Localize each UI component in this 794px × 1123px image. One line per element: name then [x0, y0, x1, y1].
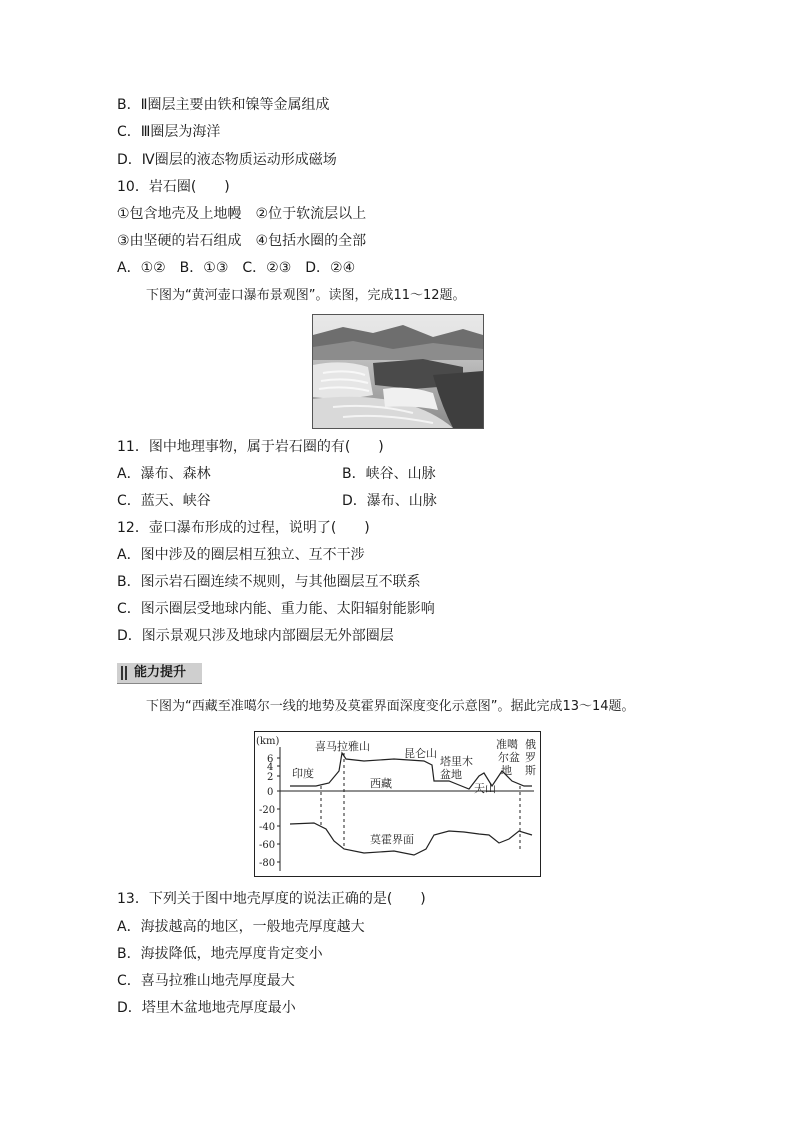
q13-option-c: C．喜马拉雅山地壳厚度最大	[117, 973, 295, 989]
q10-stem: 10．岩石圈( )	[117, 179, 230, 195]
q9-option-d: D．Ⅳ圈层的液态物质运动形成磁场	[117, 152, 337, 168]
q12-option-b: B．图示岩石圈连续不规则，与其他圈层互不联系	[117, 574, 421, 590]
label-junggar-2: 尔盆	[498, 751, 520, 764]
intro-waterfall: 下图为“黄河壶口瀑布景观图”。读图，完成11～12题。	[146, 288, 466, 303]
label-moho: 莫霍界面	[370, 833, 414, 846]
q12-stem: 12．壶口瀑布形成的过程，说明了( )	[117, 520, 370, 536]
label-tianshan: 天山	[474, 782, 496, 795]
label-junggar-3: 地	[501, 764, 512, 777]
y-tick: -20	[259, 805, 276, 816]
y-tick: 2	[267, 772, 274, 783]
q13-option-b: B．海拔降低，地壳厚度肯定变小	[117, 946, 323, 962]
q11-option-d: D．瀑布、山脉	[342, 493, 437, 509]
moho-profile-diagram	[254, 731, 541, 877]
y-tick: -40	[259, 822, 276, 833]
label-junggar-1: 准噶	[496, 738, 518, 751]
q12-option-d: D．图示景观只涉及地球内部圈层无外部圈层	[117, 628, 394, 644]
intro-moho: 下图为“西藏至准噶尔一线的地势及莫霍界面深度变化示意图”。据此完成13～14题。	[146, 699, 635, 714]
q9-option-b: B．Ⅱ圈层主要由铁和镍等金属组成	[117, 97, 330, 113]
heading-mark-icon	[125, 666, 127, 680]
q12-option-a: A．图中涉及的圈层相互独立、互不干涉	[117, 547, 365, 563]
y-tick: 0	[267, 787, 274, 798]
section-heading	[117, 663, 202, 684]
y-tick: -60	[259, 840, 276, 851]
q9-option-c: C．Ⅲ圈层为海洋	[117, 124, 221, 140]
q13-stem: 13．下列关于图中地壳厚度的说法正确的是( )	[117, 891, 426, 907]
q10-statements-1: ①包含地壳及上地幔 ②位于软流层以上	[117, 206, 367, 222]
q10-statements-2: ③由坚硬的岩石组成 ④包括水圈的全部	[117, 233, 367, 249]
heading-mark-icon	[121, 666, 123, 680]
y-tick: 6	[267, 754, 274, 765]
label-tibet: 西藏	[370, 777, 392, 790]
q12-option-c: C．图示圈层受地球内能、重力能、太阳辐射能影响	[117, 601, 435, 617]
label-tarim-2: 盆地	[440, 768, 462, 781]
y-axis-unit: (km)	[256, 736, 280, 747]
q13-option-d: D．塔里木盆地地壳厚度最小	[117, 1000, 296, 1016]
q10-options: A．①② B．①③ C．②③ D．②④	[117, 260, 356, 276]
q11-option-a: A．瀑布、森林	[117, 466, 211, 482]
label-india: 印度	[292, 767, 314, 780]
q11-stem: 11．图中地理事物，属于岩石圈的有( )	[117, 439, 384, 455]
label-russia-1: 俄	[525, 738, 536, 751]
y-tick: 4	[267, 762, 274, 773]
q11-option-b: B．峡谷、山脉	[342, 466, 436, 482]
label-tarim-1: 塔里木	[440, 755, 473, 768]
waterfall-photo	[312, 314, 484, 429]
y-tick: -80	[259, 858, 276, 869]
label-kunlun: 昆仑山	[404, 747, 437, 760]
q13-option-a: A．海拔越高的地区，一般地壳厚度越大	[117, 919, 365, 935]
label-russia-2: 罗	[525, 751, 536, 764]
label-russia-3: 斯	[525, 764, 536, 777]
section-heading-label: 能力提升	[134, 665, 187, 680]
label-himalaya: 喜马拉雅山	[315, 740, 370, 753]
q11-option-c: C．蓝天、峡谷	[117, 493, 211, 509]
